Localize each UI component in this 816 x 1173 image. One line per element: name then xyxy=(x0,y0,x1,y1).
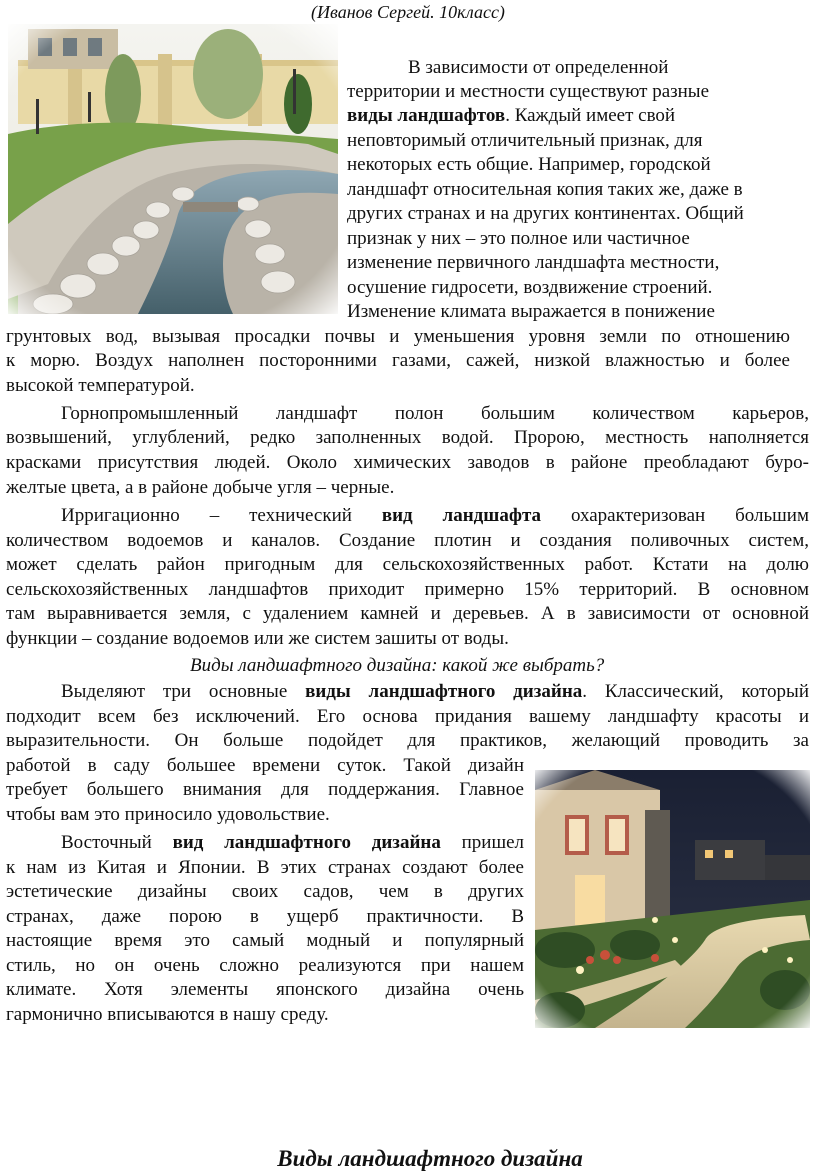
classic-line-1-a: Выделяют три основные xyxy=(61,681,306,702)
mining-line-2: возвышений, углублений, редко заполненных водой. Пророю, местность наполняется xyxy=(6,427,809,448)
eastern-line-1 xyxy=(61,831,524,856)
irrigation-line-1 xyxy=(61,504,809,529)
footer-title: Виды ландшафтного дизайна xyxy=(277,1146,583,1171)
mining-line-3: красками присутствия людей. Около химических заводов в районе преобладают буро- xyxy=(6,452,809,473)
term-design-type: вид ландшафтного дизайна xyxy=(172,832,441,853)
intro-line-4: неповторимый отличительный признак, для xyxy=(347,130,703,151)
eastern-line-6: стиль, но он очень сложно реализуются при нашем xyxy=(6,955,524,976)
term-design-types: виды ландшафтного дизайна xyxy=(305,681,583,702)
garden-stream-photo xyxy=(8,24,338,314)
irrigation-line-4: сельскохозяйственных ландшафтов приходит примерно 15% территорий. В основном xyxy=(6,579,809,600)
classic-line-1 xyxy=(61,680,809,705)
eastern-line-8: гармонично вписываются в нашу среду. xyxy=(6,1004,329,1025)
classic-line-6: чтобы вам это приносило удовольствие. xyxy=(6,804,330,825)
intro-line-1: В зависимости от определенной xyxy=(408,57,669,78)
term-landscape-type: вид ландшафта xyxy=(381,505,542,526)
eastern-line-1-a: Восточный xyxy=(61,832,173,853)
section-subheading: Виды ландшафтного дизайна: какой же выбрать? xyxy=(190,655,605,676)
intro-line-2: территории и местности существуют разные xyxy=(347,81,710,102)
intro-line-6: ландшафт относительная копия таких же, даже в xyxy=(347,179,743,200)
eastern-line-7: климате. Хотя элементы японского дизайна очень xyxy=(6,979,524,1000)
eastern-line-4: странах, даже порою в ущерб практичности. В xyxy=(6,906,524,927)
night-garden-path-photo xyxy=(535,770,810,1028)
classic-line-2: подходит всем без исключений. Его основа придания вашему ландшафту красоты и xyxy=(6,706,809,727)
irrigation-line-3: может сделать район пригодным для сельскохозяйственных работ. Кстати на долю xyxy=(6,554,809,575)
eastern-line-1-b: пришел xyxy=(440,832,524,853)
classic-line-4: работой в саду большее времени суток. Такой дизайн xyxy=(6,755,524,776)
eastern-line-3: эстетические дизайны своих садов, чем в других xyxy=(6,881,524,902)
term-landscape-types: виды ландшафтов xyxy=(347,105,506,126)
classic-line-5: требует большего внимания для поддержания. Главное xyxy=(6,779,524,800)
classic-line-3: выразительности. Он больше подойдет для практиков, желающий проводить за xyxy=(6,730,809,751)
night-garden-icon xyxy=(535,770,810,1028)
mining-line-4: желтые цвета, а в районе добыче угля – черные. xyxy=(6,477,395,498)
irrigation-line-2: количеством водоемов и каналов. Создание плотин и создания поливочных систем, xyxy=(6,530,809,551)
intro-line-14: высокой температурой. xyxy=(6,375,195,396)
mining-line-1: Горнопромышленный ландшафт полон большим количеством карьеров, xyxy=(61,403,809,424)
intro-line-10: осушение гидросети, воздвижение строений. xyxy=(347,277,713,298)
intro-line-3 xyxy=(347,104,675,129)
irrigation-line-1-b: охарактеризован большим xyxy=(541,505,809,526)
intro-line-12: грунтовых вод, вызывая просадки почвы и уменьшения уровня земли по отношению xyxy=(6,326,790,347)
intro-line-8: признак у них – это полное или частичное xyxy=(347,228,690,249)
intro-line-3-rest: . Каждый имеет свой xyxy=(505,105,676,126)
intro-line-11: Изменение климата выражается в понижение xyxy=(347,301,715,322)
irrigation-line-1-a: Ирригационно – технический xyxy=(61,505,382,526)
irrigation-line-6: функции – создание водоемов или же систем зашиты от воды. xyxy=(6,628,509,649)
intro-line-5: некоторых есть общие. Например, городской xyxy=(347,154,711,175)
intro-line-9: изменение первичного ландшафта местности, xyxy=(347,252,720,273)
intro-line-13: к морю. Воздух наполнен посторонними газами, сажей, низкой влажностью и более xyxy=(6,350,790,371)
garden-stream-icon xyxy=(8,24,338,314)
irrigation-line-5: там выравнивается земля, с удалением камней и деревьев. А в зависимости от основной xyxy=(6,603,809,624)
eastern-line-5: настоящие время это самый модный и популярный xyxy=(6,930,524,951)
intro-line-7: других странах и на других континентах. Общий xyxy=(347,203,744,224)
author-caption: (Иванов Сергей. 10класс) xyxy=(311,2,505,22)
classic-line-1-b: . Классический, который xyxy=(582,681,809,702)
eastern-line-2: к нам из Китая и Японии. В этих странах создают более xyxy=(6,857,524,878)
